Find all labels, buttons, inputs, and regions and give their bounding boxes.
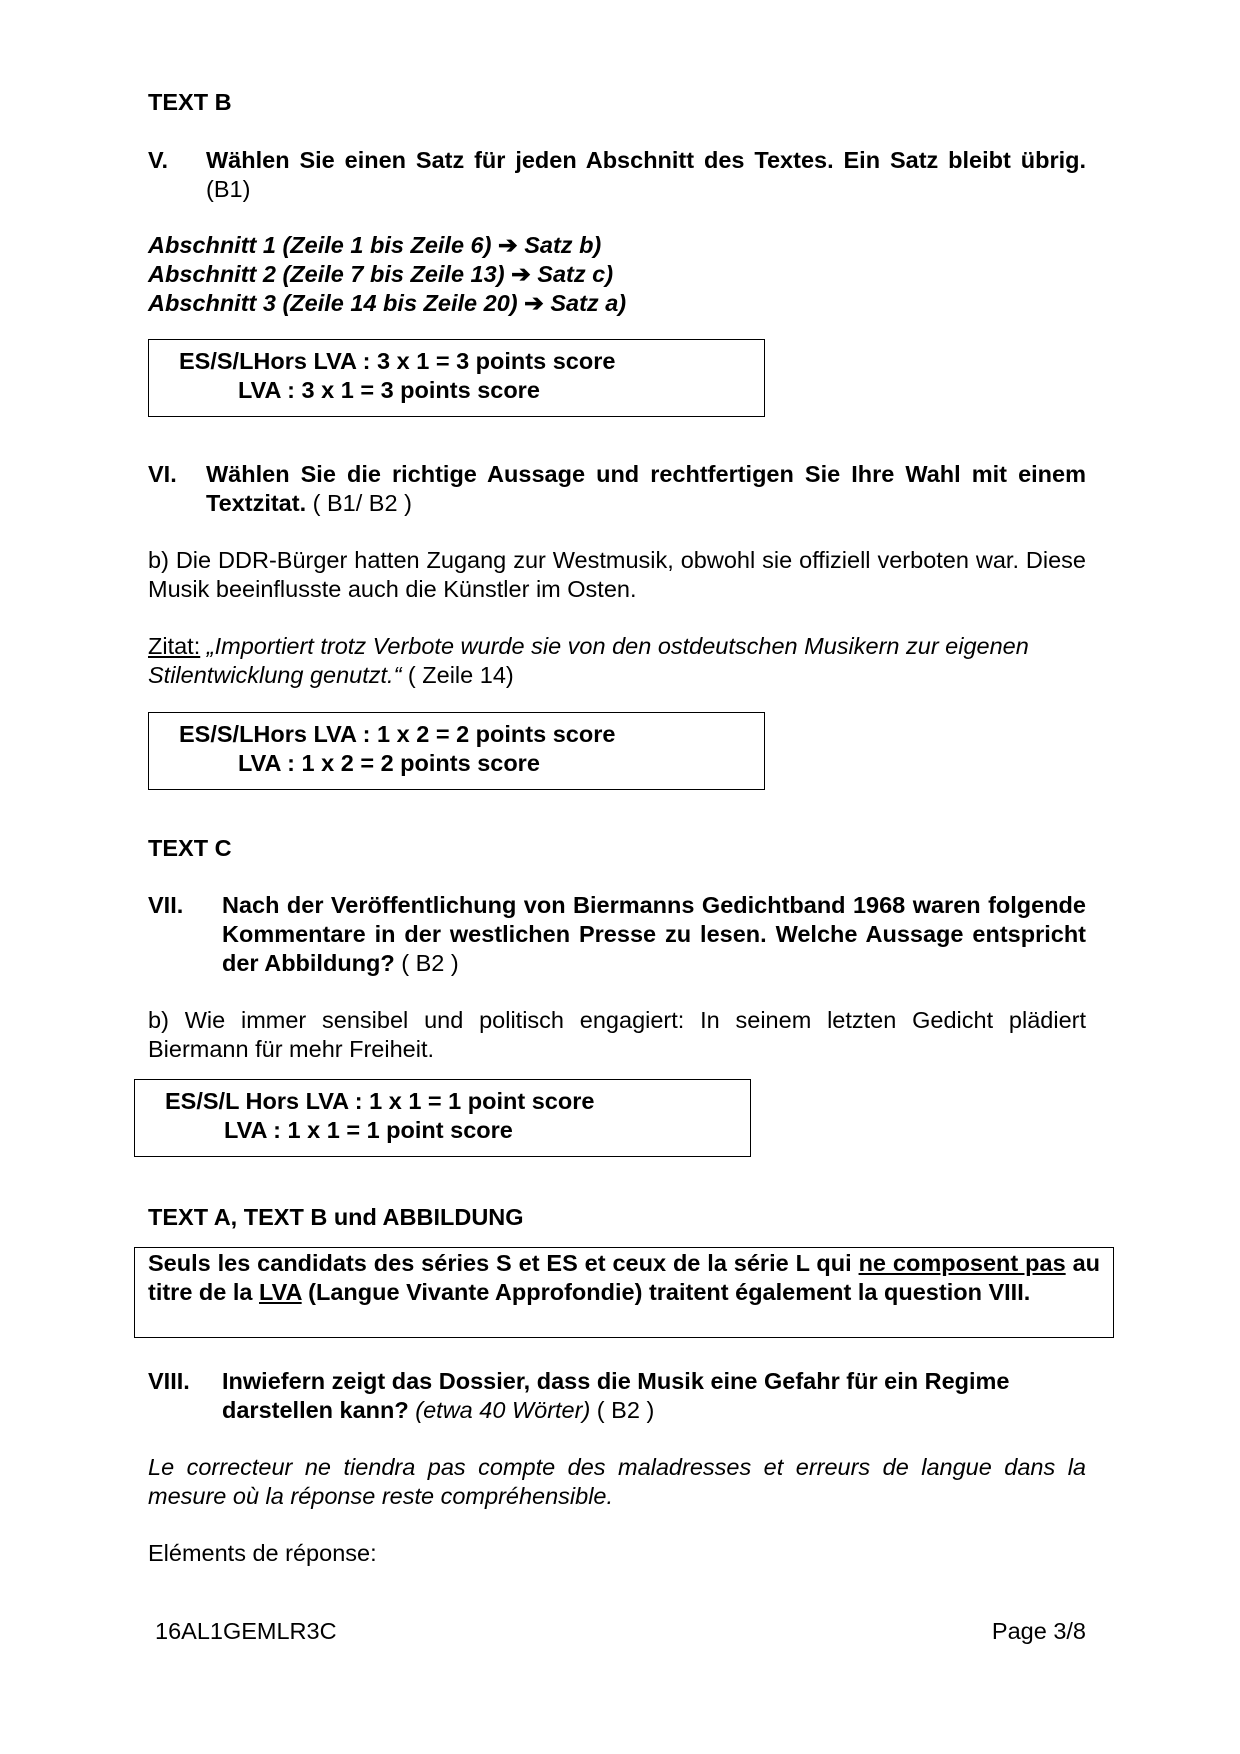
question-viii-level: ( B2 ) xyxy=(590,1397,655,1423)
section-heading-text-b: TEXT B xyxy=(148,89,232,115)
question-viii-prompt: Inwiefern zeigt das Dossier, dass die Musik eine Gefahr für ein Regime darstellen kann? xyxy=(222,1368,1010,1423)
question-number-v: V. xyxy=(148,147,169,173)
answer-row: Abschnitt 3 (Zeile 14 bis Zeile 20) ➔ Satz a) xyxy=(148,290,627,316)
arrow-right-icon: ➔ xyxy=(511,261,531,287)
question-vi-prompt: Wählen Sie die richtige Aussage und rechtfertigen Sie Ihre Wahl mit einem Textzitat. xyxy=(206,461,1086,516)
question-v-text xyxy=(206,146,1086,204)
section-heading-text-c: TEXT C xyxy=(148,835,232,861)
question-vii-level: ( B2 ) xyxy=(394,950,459,976)
question-viii-hint: (etwa 40 Wörter) xyxy=(408,1397,591,1423)
question-vii-prompt: Nach der Veröffentlichung von Biermanns Gedichtband 1968 waren folgende Kommentare in der westlichen Presse zu lesen. Welche Aussage entspricht der Abbildung? xyxy=(222,892,1086,976)
footer-page-number: Page 3/8 xyxy=(991,1618,1086,1644)
notice-text: Seuls les candidats des séries S et ES et ceux de la série L qui ne composent pas au titre de la LVA (Langue Vivante Approfondie) traitent également la question VIII. xyxy=(148,1250,1100,1305)
elements-label: Eléments de réponse: xyxy=(148,1540,377,1566)
section-heading-abc: TEXT A, TEXT B und ABBILDUNG xyxy=(148,1204,524,1230)
score-line-2: LVA : 3 x 1 = 3 points score xyxy=(238,377,540,403)
score-line-1: ES/S/L Hors LVA : 1 x 1 = 1 point score xyxy=(165,1088,595,1114)
question-number-viii: VIII. xyxy=(148,1368,190,1394)
answer-vii: b) Wie immer sensibel und politisch engagiert: In seinem letzten Gedicht plädiert Biermann für mehr Freiheit. xyxy=(148,1007,1086,1062)
correction-note: Le correcteur ne tiendra pas compte des maladresses et erreurs de langue dans la mesure où la réponse reste compréhensible. xyxy=(148,1454,1086,1509)
question-viii-text xyxy=(222,1367,1086,1425)
quote-label: Zitat: xyxy=(148,633,201,659)
answer-row: Abschnitt 1 (Zeile 1 bis Zeile 6) ➔ Satz b) xyxy=(148,232,602,258)
quote-reference: ( Zeile 14) xyxy=(401,662,514,688)
notice-emphasis: ne composent pas xyxy=(858,1250,1066,1276)
score-line-2: LVA : 1 x 2 = 2 points score xyxy=(238,750,540,776)
quote-vi xyxy=(148,632,1086,690)
answer-row: Abschnitt 2 (Zeile 7 bis Zeile 13) ➔ Satz c) xyxy=(148,261,614,287)
notice-box xyxy=(134,1247,1114,1338)
question-vi-text xyxy=(206,460,1086,518)
score-box-vii xyxy=(134,1079,751,1157)
score-line-1: ES/S/LHors LVA : 1 x 2 = 2 points score xyxy=(179,721,616,747)
question-number-vi: VI. xyxy=(148,461,177,487)
question-vi-level: ( B1/ B2 ) xyxy=(312,490,412,516)
question-v-level: (B1) xyxy=(206,176,251,202)
score-box-v xyxy=(148,339,765,417)
score-line-2: LVA : 1 x 1 = 1 point score xyxy=(224,1117,513,1143)
quote-text: „Importiert trotz Verbote wurde sie von den ostdeutschen Musikern zur eigenen Stilentwicklung genutzt.“ xyxy=(148,633,1029,688)
notice-lva: LVA xyxy=(259,1279,302,1305)
question-v-prompt: Wählen Sie einen Satz für jeden Abschnitt des Textes. Ein Satz bleibt übrig. xyxy=(206,147,1086,173)
score-line-1: ES/S/LHors LVA : 3 x 1 = 3 points score xyxy=(179,348,616,374)
answer-vi: b) Die DDR-Bürger hatten Zugang zur Westmusik, obwohl sie offiziell verboten war. Diese Musik beeinflusste auch die Künstler im Osten. xyxy=(148,547,1086,602)
footer-code: 16AL1GEMLR3C xyxy=(155,1618,337,1644)
question-number-vii: VII. xyxy=(148,892,184,918)
arrow-right-icon: ➔ xyxy=(524,290,544,316)
question-vii-text xyxy=(222,891,1086,978)
answer-list-v xyxy=(148,231,626,318)
score-box-vi xyxy=(148,712,765,790)
arrow-right-icon: ➔ xyxy=(497,232,518,258)
